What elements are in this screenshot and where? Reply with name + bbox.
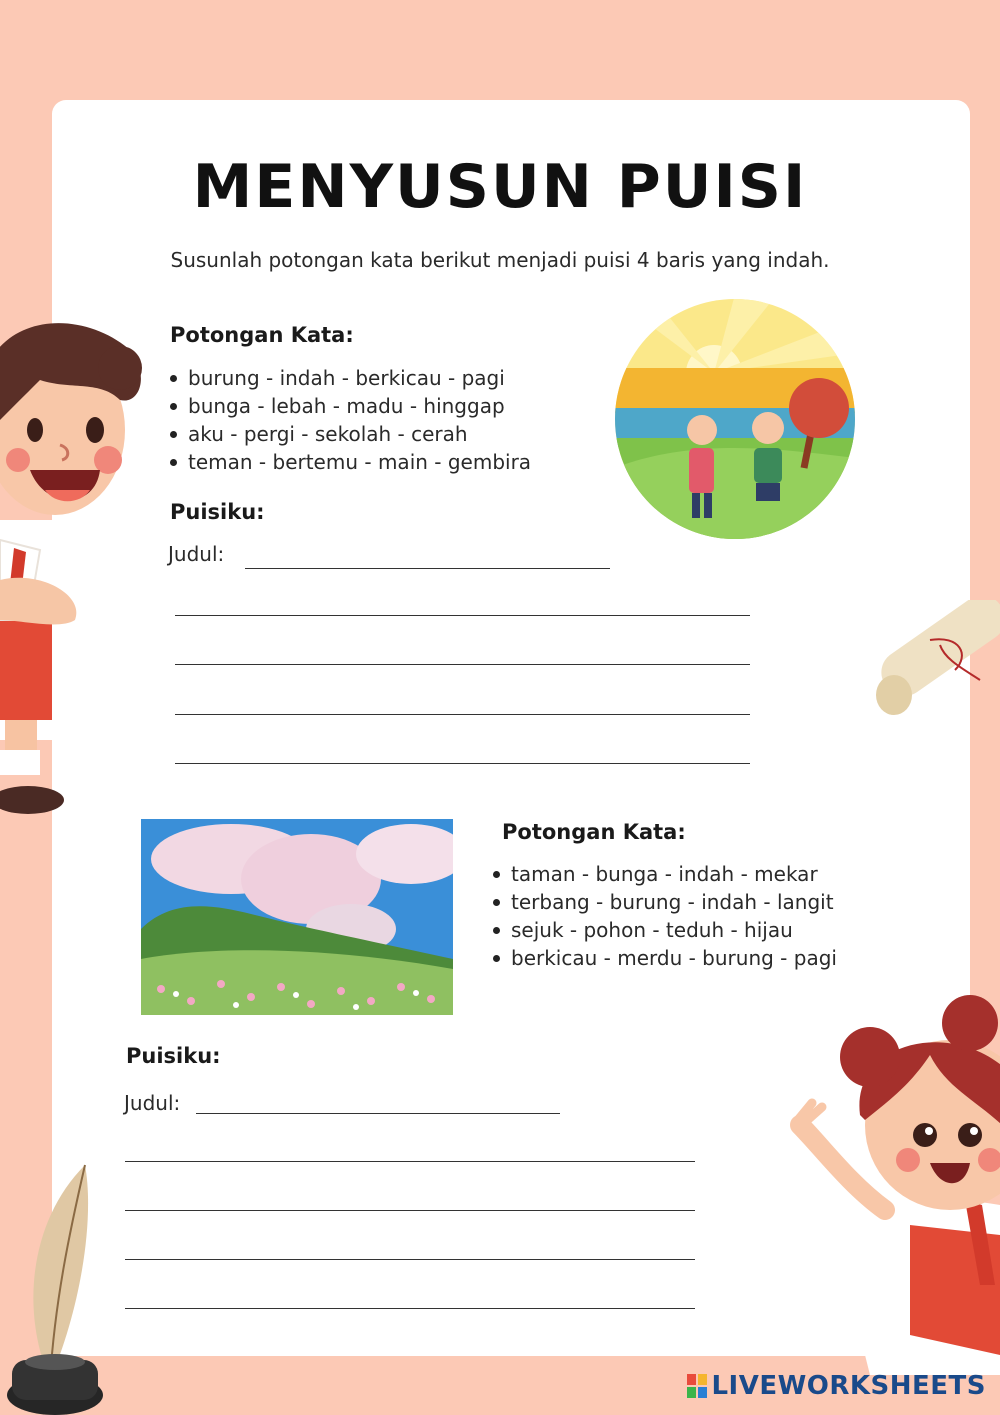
section2-title-input-line[interactable]: [196, 1113, 560, 1114]
liveworksheets-logo-text: LIVEWORKSHEETS: [711, 1371, 986, 1401]
section2-poem-line-1[interactable]: [125, 1161, 695, 1162]
list-item: bunga - lebah - madu - hinggap: [168, 392, 531, 420]
list-item: taman - bunga - indah - mekar: [491, 860, 837, 888]
list-item: burung - indah - berkicau - pagi: [168, 364, 531, 392]
list-item: teman - bertemu - main - gembira: [168, 448, 531, 476]
section1-judul-label: Judul:: [168, 542, 225, 566]
section1-poem-line-2[interactable]: [175, 664, 750, 665]
meadow-landscape-image: [141, 819, 453, 1015]
park-children-image: [614, 298, 856, 540]
list-item: aku - pergi - sekolah - cerah: [168, 420, 531, 448]
scroll-illustration: [870, 600, 1000, 720]
section1-poem-line-1[interactable]: [175, 615, 750, 616]
section2-poem-line-3[interactable]: [125, 1259, 695, 1260]
quill-ink-illustration: [0, 1160, 110, 1415]
section2-heading: Potongan Kata:: [502, 820, 686, 844]
page-title: MENYUSUN PUISI: [192, 152, 808, 222]
section2-judul-label: Judul:: [124, 1091, 181, 1115]
instruction-text: Susunlah potongan kata berikut menjadi puisi 4 baris yang indah.: [170, 248, 830, 272]
section2-word-list: [491, 860, 837, 972]
list-item: terbang - burung - indah - langit: [491, 888, 837, 916]
section1-heading: Potongan Kata:: [170, 323, 354, 347]
section1-word-list: [168, 364, 531, 476]
section1-poem-heading: Puisiku:: [170, 500, 265, 524]
section2-poem-line-4[interactable]: [125, 1308, 695, 1309]
section2-poem-heading: Puisiku:: [126, 1044, 221, 1068]
liveworksheets-logo-icon: [687, 1374, 707, 1398]
list-item: berkicau - merdu - burung - pagi: [491, 944, 837, 972]
section1-poem-line-4[interactable]: [175, 763, 750, 764]
girl-illustration: [790, 995, 1000, 1375]
boy-illustration: [0, 320, 160, 820]
liveworksheets-logo: [687, 1371, 986, 1401]
section1-poem-line-3[interactable]: [175, 714, 750, 715]
section2-poem-line-2[interactable]: [125, 1210, 695, 1211]
section1-title-input-line[interactable]: [245, 568, 610, 569]
list-item: sejuk - pohon - teduh - hijau: [491, 916, 837, 944]
